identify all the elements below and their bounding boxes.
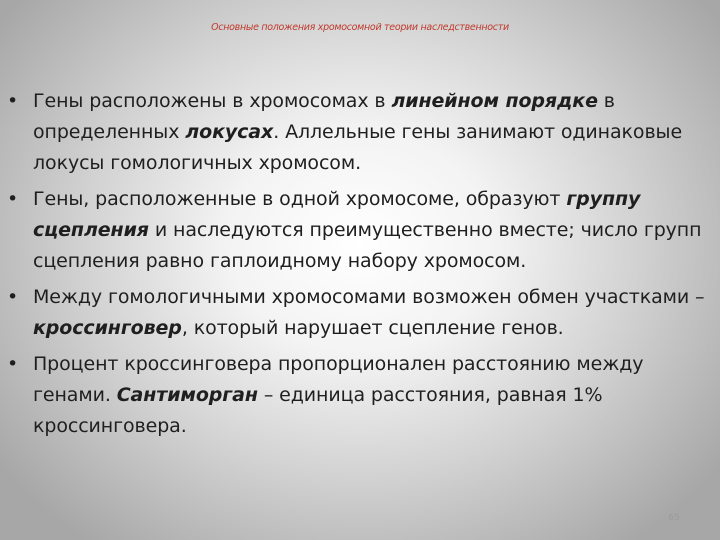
bullet-item (5, 86, 713, 179)
bullet-emphasis-term: линейном порядке (391, 90, 598, 112)
bullet-text-part: Процент кроссинговера пропорционален расстоянию между генами. (33, 353, 644, 406)
slide-title: Основные положения хромосомной теории наследственности (211, 22, 509, 33)
bullet-item (5, 282, 713, 344)
bullet-dot-icon: • (7, 90, 19, 112)
bullet-emphasis-term: Сантиморган (116, 384, 258, 406)
bullet-dot-icon: • (7, 286, 19, 308)
bullet-dot-icon: • (7, 353, 19, 375)
bullet-text-part: Гены, расположенные в одной хромосоме, образуют (33, 188, 567, 210)
bullet-item (5, 349, 713, 442)
bullet-text-part: . Аллельные гены занимают одинаковые локусы гомологичных хромосом. (33, 121, 683, 174)
bullet-emphasis-term: кроссинговер (33, 317, 182, 339)
bullet-dot-icon: • (7, 188, 19, 210)
bullet-emphasis-term: локусах (185, 121, 274, 143)
bullet-text-part: Гены расположены в хромосомах в (33, 90, 392, 112)
bullet-text-part: Между гомологичными хромосомами возможен обмен участками – (33, 286, 705, 308)
bullet-text-part: в определенных (33, 90, 615, 143)
bullet-list (5, 86, 713, 447)
bullet-emphasis-term: группу сцепления (33, 188, 641, 241)
bullet-item (5, 184, 713, 277)
bullet-text-part: и наследуются преимущественно вместе; число групп сцепления равно гаплоидному набору хромосом. (33, 219, 702, 272)
bullet-text-part: – единица расстояния, равная 1% кроссинговера. (33, 384, 603, 437)
page-number: 65 (668, 513, 680, 523)
bullet-text-part: , который нарушает сцепление генов. (181, 317, 564, 339)
